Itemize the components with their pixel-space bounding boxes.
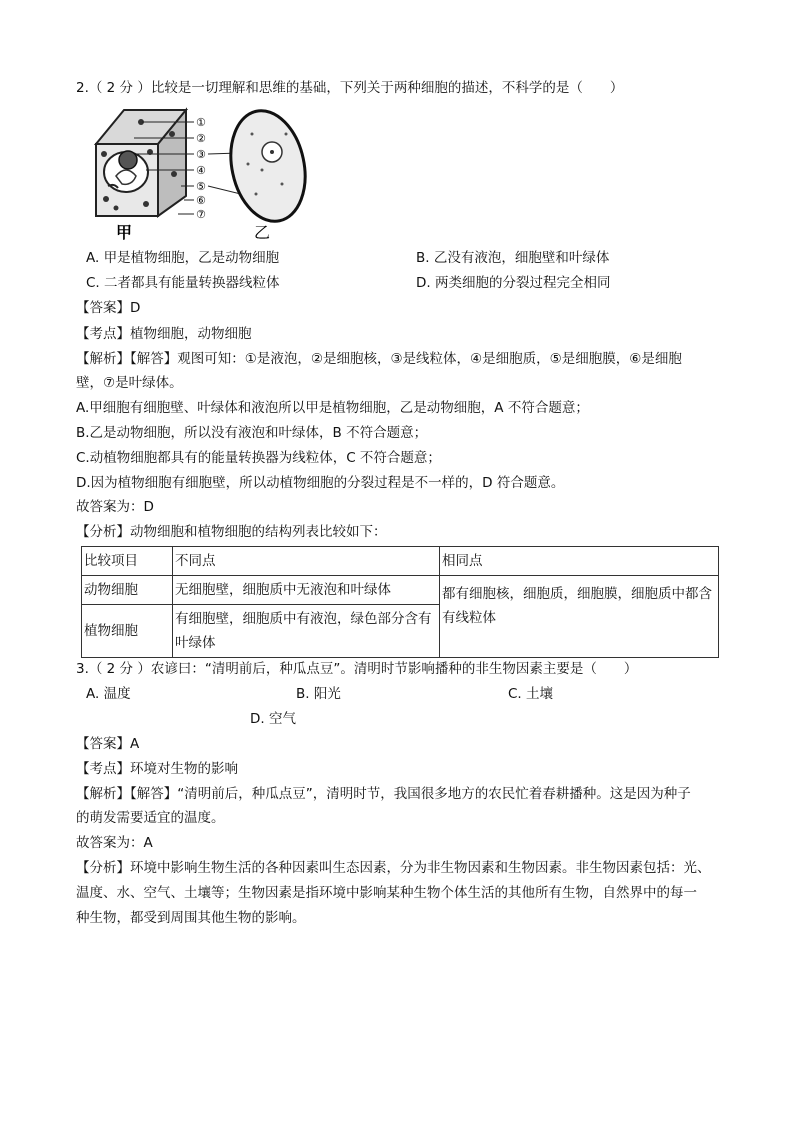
q2-analysis-b: B.乙是动物细胞，所以没有液泡和叶绿体，B 不符合题意； <box>76 425 428 441</box>
label-6: ⑥ <box>196 194 206 207</box>
q3-option-d: D. 空气 <box>250 711 296 727</box>
figure-number-labels <box>196 116 206 221</box>
label-1: ① <box>196 116 206 129</box>
cell-figure <box>86 104 316 244</box>
q2-fenxi: 【分析】动物细胞和植物细胞的结构列表比较如下： <box>76 524 387 540</box>
animal-cell-drawing <box>221 104 315 228</box>
table-cell-line: 叶绿体 <box>175 635 216 651</box>
q2-analysis-c: C.动植物细胞都具有的能量转换器为线粒体，C 不符合题意； <box>76 450 441 466</box>
q2-answer: 【答案】D <box>76 300 141 316</box>
common-line-1: 都有细胞核，细胞质，细胞膜，细胞质中都含 <box>442 586 712 602</box>
table-header-row <box>82 547 719 576</box>
label-3: ③ <box>196 148 206 161</box>
q2-option-d: D. 两类细胞的分裂过程完全相同 <box>416 275 611 291</box>
q3-option-c: C. 土壤 <box>508 686 554 702</box>
q3-fenxi-line-2: 温度、水、空气、土壤等；生物因素是指环境中影响某种生物个体生活的其他所有生物，自然界中的每一 <box>76 885 697 901</box>
q2-option-c: C. 二者都具有能量转换器线粒体 <box>86 275 280 291</box>
comparison-table <box>81 546 719 658</box>
q2-analysis-d: D.因为植物细胞有细胞壁，所以动植物细胞的分裂过程是不一样的，D 符合题意。 <box>76 475 565 491</box>
q2-analysis-a: A.甲细胞有细胞壁、叶绿体和液泡所以甲是植物细胞，乙是动物细胞，A 不符合题意； <box>76 400 589 416</box>
table-cell-common <box>440 576 719 658</box>
table-header-cell: 比较项目 <box>82 547 173 576</box>
q3-option-a: A. 温度 <box>86 686 131 702</box>
q3-answer: 【答案】A <box>76 736 140 752</box>
q2-analysis-line-2: 壁，⑦是叶绿体。 <box>76 375 183 391</box>
caption-jia: 甲 <box>116 223 133 242</box>
label-2: ② <box>196 132 206 145</box>
q3-option-b: B. 阳光 <box>296 686 341 702</box>
table-cell: 无细胞壁，细胞质中无液泡和叶绿体 <box>173 576 440 605</box>
question-3-stem: 3.（ 2 分 ）农谚曰：“清明前后，种瓜点豆”。清明时节影响播种的非生物因素主要是（ ） <box>76 661 638 677</box>
label-7: ⑦ <box>196 208 206 221</box>
q3-fenxi-line-1: 【分析】环境中影响生物生活的各种因素叫生态因素，分为非生物因素和生物因素。非生物因素包括：光、 <box>76 860 711 876</box>
table-header-cell: 相同点 <box>440 547 719 576</box>
table-cell: 动物细胞 <box>82 576 173 605</box>
q3-knowledge-point: 【考点】环境对生物的影响 <box>76 761 238 777</box>
q3-fenxi-line-3: 种生物，都受到周围其他生物的影响。 <box>76 910 306 926</box>
q2-option-b: B. 乙没有液泡，细胞壁和叶绿体 <box>416 250 610 266</box>
caption-yi: 乙 <box>254 223 271 242</box>
q3-conclusion: 故答案为：A <box>76 835 153 851</box>
q2-analysis-line-1: 【解析】【解答】观图可知：①是液泡，②是细胞核，③是线粒体，④是细胞质，⑤是细胞膜，⑥是细胞 <box>76 351 682 367</box>
q2-conclusion: 故答案为：D <box>76 499 154 515</box>
q3-analysis-line-2: 的萌发需要适宜的温度。 <box>76 810 225 826</box>
label-5: ⑤ <box>196 180 206 193</box>
table-cell-line: 有细胞壁，细胞质中有液泡，绿色部分含有 <box>175 611 432 627</box>
q3-analysis-line-1: 【解析】【解答】“清明前后，种瓜点豆”，清明时节，我国很多地方的农民忙着春耕播种。这是因为种子 <box>76 786 691 802</box>
table-header-cell: 不同点 <box>173 547 440 576</box>
cell-diagram-svg <box>86 104 316 244</box>
table-cell <box>173 605 440 658</box>
table-cell: 植物细胞 <box>82 605 173 658</box>
table-row <box>82 576 719 605</box>
label-4: ④ <box>196 164 206 177</box>
plant-cell-drawing <box>96 110 186 216</box>
question-2-stem: 2.（ 2 分 ）比较是一切理解和思维的基础，下列关于两种细胞的描述，不科学的是（ ） <box>76 80 624 96</box>
common-line-2: 有线粒体 <box>442 610 496 626</box>
q2-option-a: A. 甲是植物细胞，乙是动物细胞 <box>86 250 280 266</box>
q2-knowledge-point: 【考点】植物细胞，动物细胞 <box>76 326 252 342</box>
